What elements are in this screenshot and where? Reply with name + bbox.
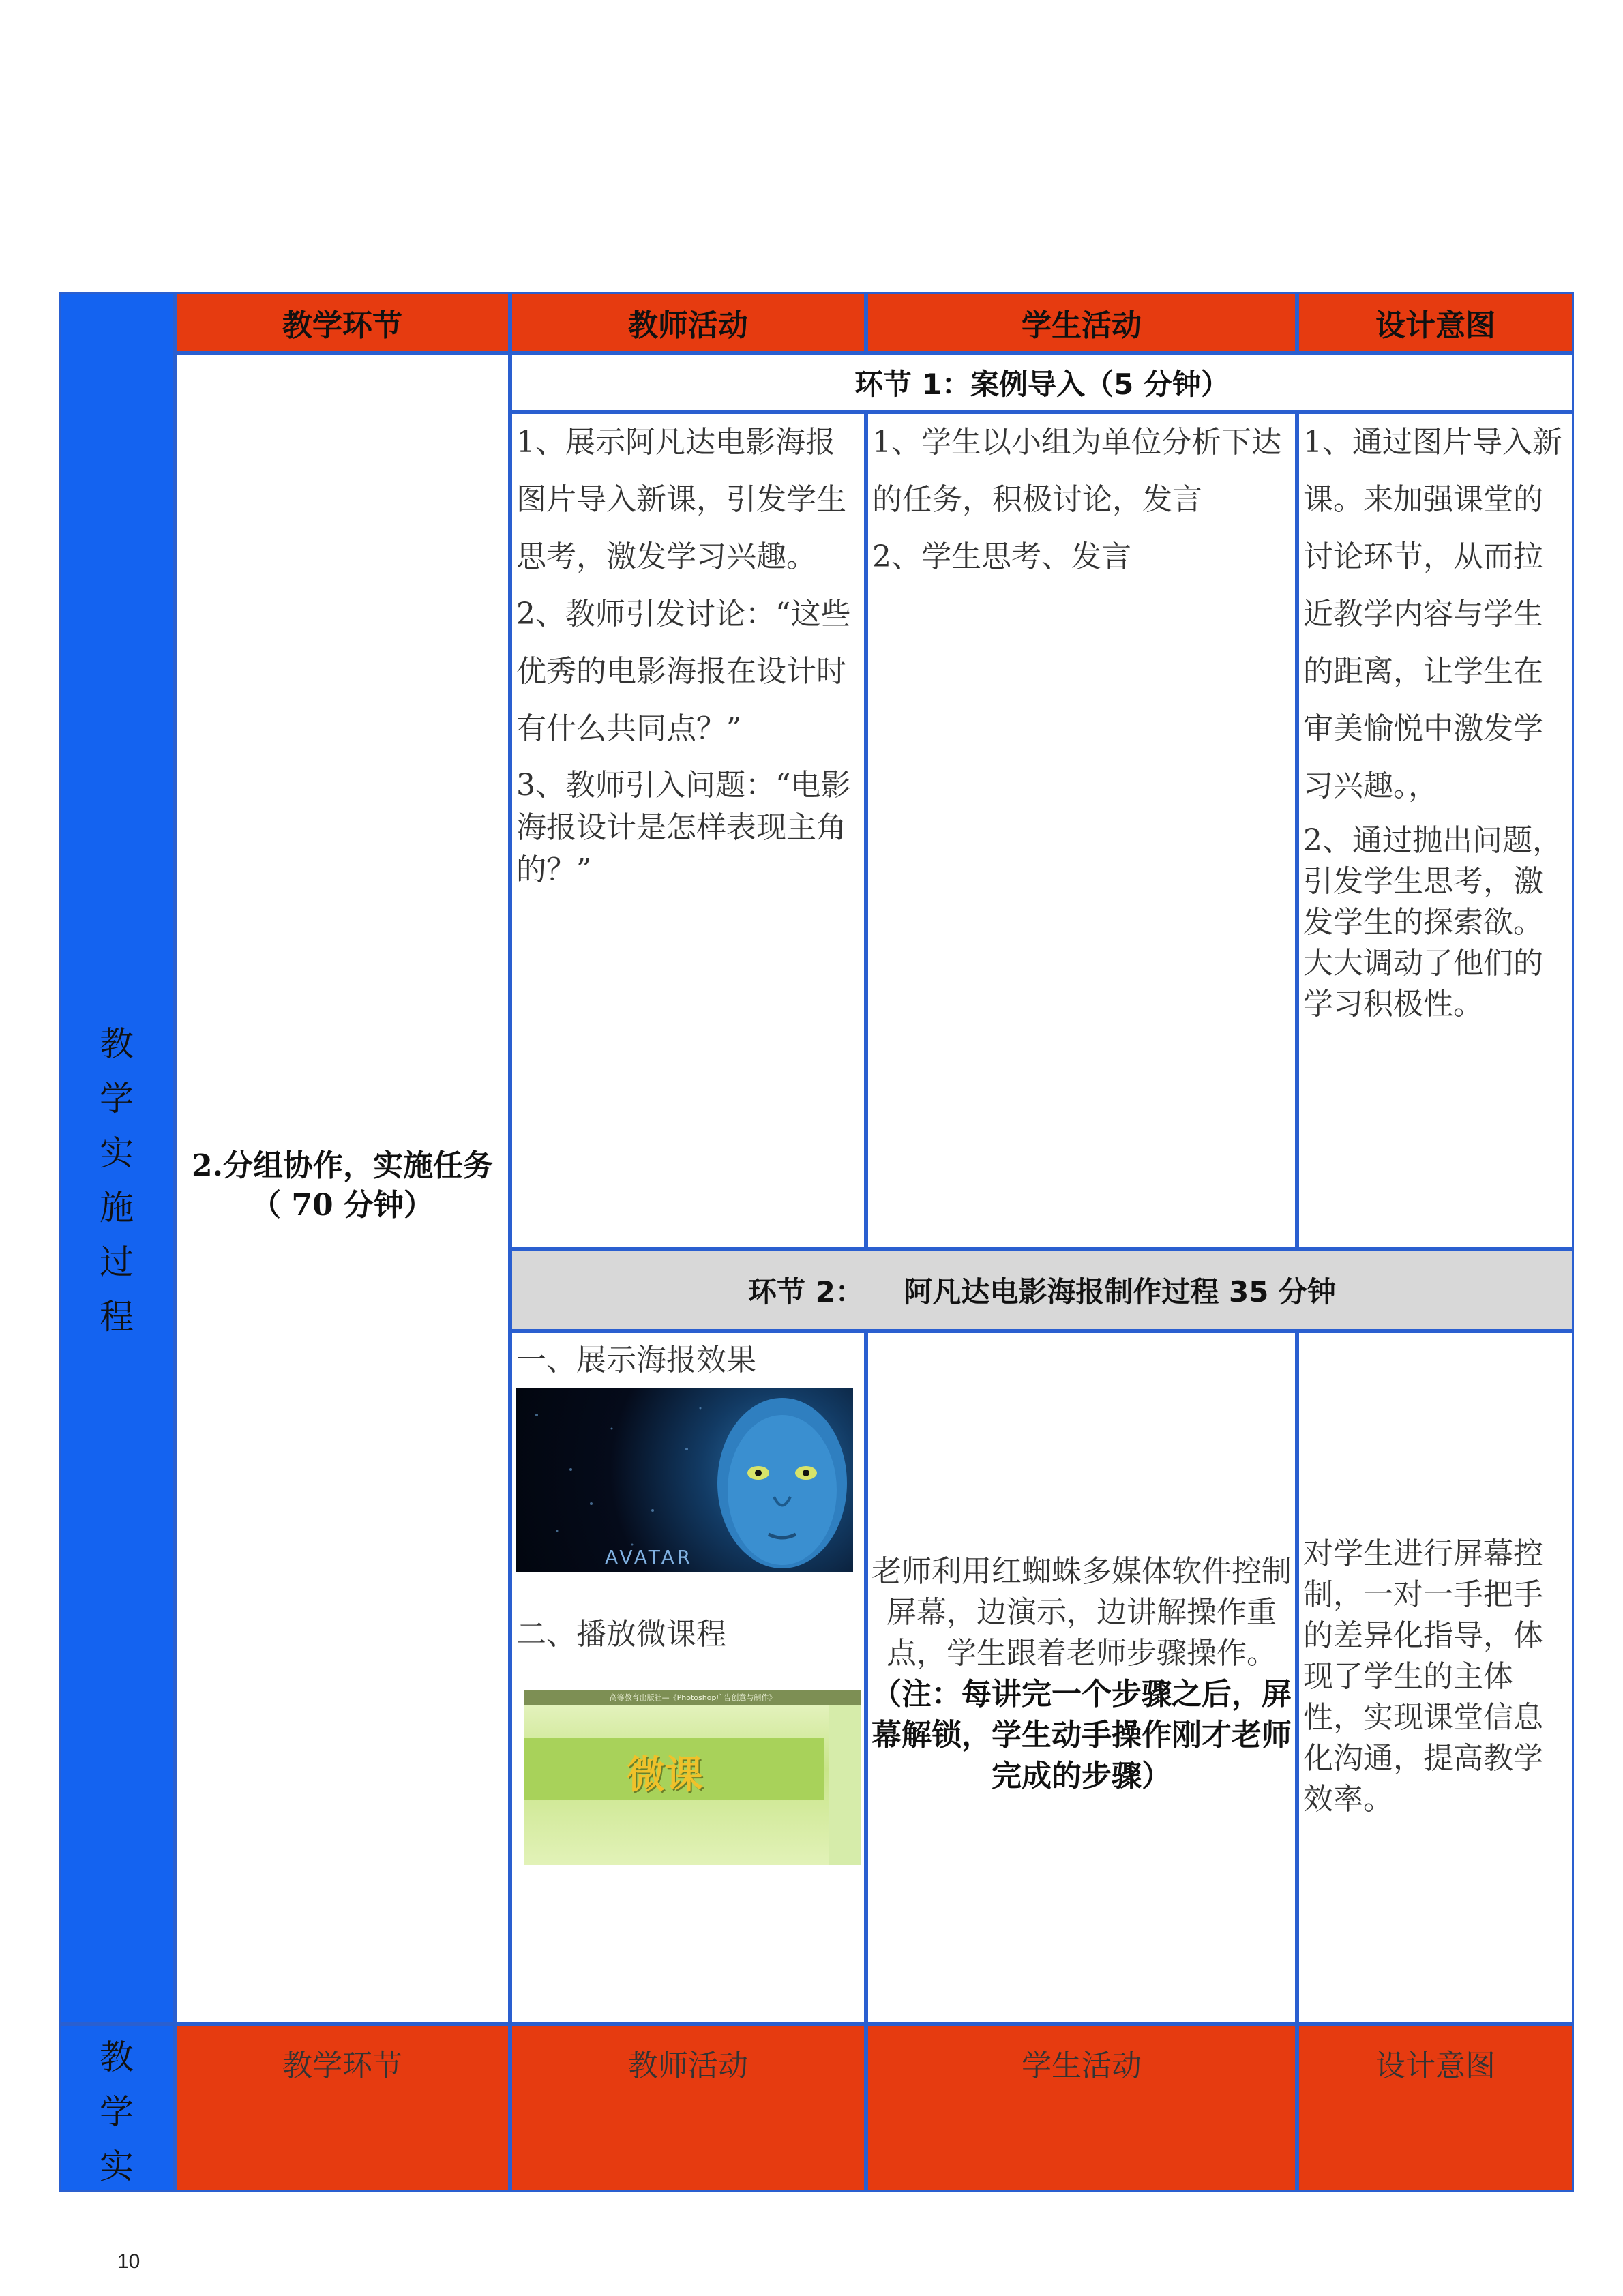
footer-header-phase: 教学环节: [175, 2024, 510, 2192]
side-char: 学: [100, 2092, 134, 2132]
header-teacher: 教师活动: [510, 292, 866, 353]
footer-header-teacher: 教师活动: [510, 2024, 866, 2192]
section1-intent: [1297, 412, 1574, 1249]
intent-step: 1、通过图片导入新课。来加强课堂的讨论环节，从而拉近教学内容与学生的距离，让学生在审美愉悦中激发学习兴趣。，: [1303, 425, 1562, 803]
side-char: 程: [100, 1297, 134, 1337]
micro-course-image: [524, 1690, 861, 1865]
phase-title: 2.分组协作，实施任务: [192, 1148, 493, 1183]
phase-cell: [175, 353, 510, 2024]
student-note: （注：每讲完一个步骤之后，屏幕解锁，学生动手操作刚才老师完成的步骤）: [872, 1677, 1292, 1793]
micro-course-title: 微课: [627, 1753, 703, 1798]
section2-intent: 对学生进行屏幕控制，一对一手把手的差异化指导，体现了学生的主体性，实现课堂信息化沟通，提高教学效率。: [1297, 1331, 1574, 2024]
footer-header-intent: 设计意图: [1297, 2024, 1574, 2192]
footer-header-student: 学生活动: [866, 2024, 1297, 2192]
section2-title-text: 环节 2： 阿凡达电影海报制作过程 35 分钟: [747, 1275, 1337, 1309]
section2-student: [866, 1331, 1297, 2024]
section2-teacher: [510, 1331, 866, 2024]
section2-title: [510, 1249, 1574, 1331]
side-column: [59, 292, 175, 2024]
side-char: 实: [100, 2147, 134, 2186]
teacher-item-microcourse: 二、播放微课程: [516, 1617, 726, 1652]
teacher-step: 2、教师引发讨论：“这些优秀的电影海报在设计时有什么共同点？”: [516, 597, 851, 746]
micro-course-banner: 高等教育出版社—《Photoshop广告创意与制作》: [524, 1690, 861, 1705]
teacher-step: 3、教师引入问题：“电影海报设计是怎样表现主角的？”: [516, 768, 851, 887]
poster-art: [516, 1388, 853, 1572]
teacher-step: 1、展示阿凡达电影海报图片导入新课，引发学生思考，激发学习兴趣。: [516, 425, 846, 574]
student-instruction: 老师利用红蜘蛛多媒体软件控制屏幕，边演示，边讲解操作重点，学生跟着老师步骤操作。: [872, 1554, 1292, 1671]
micro-course-sidebar: [829, 1705, 861, 1865]
header-student: 学生活动: [866, 292, 1297, 353]
student-step: 2、学生思考、发言: [872, 539, 1131, 574]
phase-duration: （ 70 分钟）: [251, 1188, 434, 1223]
poster-logo-text: AVATAR: [605, 1546, 694, 1568]
section1-title: 环节 1：案例导入（5 分钟）: [510, 353, 1574, 412]
section1-student: [866, 412, 1297, 1249]
page-number: 10: [117, 2250, 140, 2273]
section1-teacher: [510, 412, 866, 1249]
side-char: 过: [100, 1242, 134, 1282]
side-char: 学: [100, 1079, 134, 1118]
side-char: 教: [100, 2038, 134, 2077]
student-step: 1、学生以小组为单位分析下达的任务，积极讨论，发言: [872, 425, 1281, 517]
side-char: 施: [100, 1188, 134, 1227]
side-char: 实: [100, 1133, 134, 1173]
teacher-item-poster: 一、展示海报效果: [516, 1343, 756, 1377]
side-char: 教: [100, 1024, 134, 1064]
side-column-bottom: [59, 2024, 175, 2192]
intent-step: 2、通过抛出问题，引发学生思考，激发学生的探索欲。大大调动了他们的学习积极性。: [1303, 823, 1562, 1022]
avatar-poster-image: [516, 1388, 853, 1572]
header-intent: 设计意图: [1297, 292, 1574, 353]
section2-student-text: [871, 1551, 1292, 1797]
header-phase: 教学环节: [175, 292, 510, 353]
